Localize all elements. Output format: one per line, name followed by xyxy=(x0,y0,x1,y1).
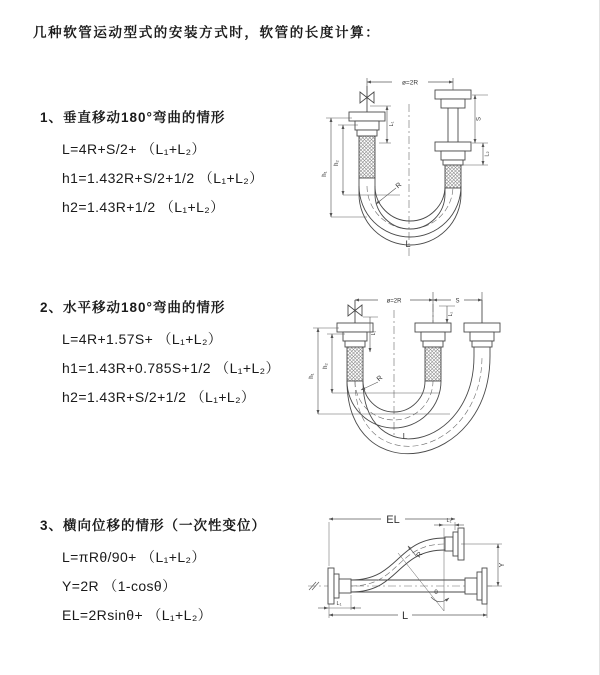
dim-top-2r xyxy=(355,292,482,323)
hose-u-bend xyxy=(347,356,490,454)
radius-label: R xyxy=(375,374,385,384)
dim-label-el: EL xyxy=(386,514,400,526)
dim-label-h1: h₁ xyxy=(309,373,315,379)
formula-line: L=πRθ/90+ （L₁+L₂） xyxy=(62,548,206,565)
flange xyxy=(337,323,373,332)
formula-line: h1=1.432R+S/2+1/2 （L₁+L₂） xyxy=(62,169,264,186)
dim-top-2r xyxy=(367,76,453,90)
formula-list xyxy=(40,324,280,411)
section-heading: 2、水平移动180°弯曲的情形 xyxy=(40,300,226,315)
flange xyxy=(415,323,451,332)
formula-line: h2=1.43R+1/2 （L₁+L₂） xyxy=(62,198,225,215)
dim-l xyxy=(329,604,487,622)
middle-pipe xyxy=(415,323,451,381)
flange xyxy=(349,112,385,121)
formula-line: L=4R+S/2+ （L₁+L₂） xyxy=(62,140,206,157)
dim-label-h2: h₂ xyxy=(334,160,340,166)
dim-label-l1: L₁ xyxy=(446,518,452,524)
flange xyxy=(453,532,458,556)
flange xyxy=(328,568,334,604)
formula-list xyxy=(40,134,264,221)
dim-label-s: S xyxy=(455,298,460,305)
page-title: 几种软管运动型式的安装方式时，软管的长度计算： xyxy=(33,25,381,40)
dim-label-l2: L₂ xyxy=(484,151,491,157)
radius-label: R xyxy=(415,550,425,560)
radius-leader xyxy=(376,188,396,204)
dim-label-l: L xyxy=(401,610,409,622)
dim-label-y: Y xyxy=(499,562,506,568)
section-horizontal-movement xyxy=(40,296,280,411)
dim-label-l2: L₂ xyxy=(448,311,454,317)
formula-line: Y=2R （1-cosθ） xyxy=(62,577,177,594)
dim-label-l1: L₁ xyxy=(371,330,377,336)
diagram-lateral-displacement xyxy=(298,496,600,651)
section-lateral-displacement xyxy=(40,514,266,629)
flange xyxy=(435,142,471,151)
dim-label-h1: h₁ xyxy=(322,171,328,177)
diagram-horizontal-180-bend xyxy=(308,276,600,466)
flange xyxy=(464,323,500,332)
flange xyxy=(435,90,471,99)
braided-hose-section xyxy=(445,165,461,188)
dim-s xyxy=(462,95,491,165)
left-pipe xyxy=(337,300,373,381)
dim-label-l1: L₁ xyxy=(389,121,395,127)
right-pipe xyxy=(435,90,471,188)
hose-s-curve xyxy=(351,528,464,592)
right-pipe xyxy=(464,300,500,356)
dim-label-s: S xyxy=(476,116,483,122)
formula-line: EL=2Rsinθ+ （L₁+L₂） xyxy=(62,606,213,623)
formula-line: h1=1.43R+0.785S+1/2 （L₁+L₂） xyxy=(62,359,280,376)
flange xyxy=(477,572,482,600)
dim-label-l1: L₁ xyxy=(336,601,342,607)
formula-line: h2=1.43R+S/2+1/2 （L₁+L₂） xyxy=(62,388,256,405)
section-heading: 1、垂直移动180°弯曲的情形 xyxy=(40,110,226,125)
radius-label: R xyxy=(394,181,404,191)
braided-hose-section xyxy=(359,136,375,178)
formula-list xyxy=(40,542,266,629)
diagram-vertical-180-bend xyxy=(312,66,597,263)
radius-construction xyxy=(398,528,449,611)
dim-label-2r: ø=2R xyxy=(401,79,419,87)
dim-l1-bottom xyxy=(318,595,361,610)
braided-hose-section xyxy=(425,347,441,381)
braided-hose-section xyxy=(347,347,363,381)
dim-label-2r: ø=2R xyxy=(386,298,402,305)
dim-label-h2: h₂ xyxy=(323,363,329,369)
section-heading: 3、横向位移的情形（一次性变位） xyxy=(40,518,267,533)
left-pipe xyxy=(349,86,385,178)
length-label: L xyxy=(405,239,411,249)
theta-label: θ xyxy=(434,589,438,596)
formula-line: L=4R+1.57S+ （L₁+L₂） xyxy=(62,330,223,347)
left-flange xyxy=(328,568,351,604)
section-vertical-movement xyxy=(40,106,264,221)
straight-pipe-position xyxy=(351,568,487,604)
length-label: L xyxy=(402,432,408,441)
dim-l2 xyxy=(439,306,455,323)
